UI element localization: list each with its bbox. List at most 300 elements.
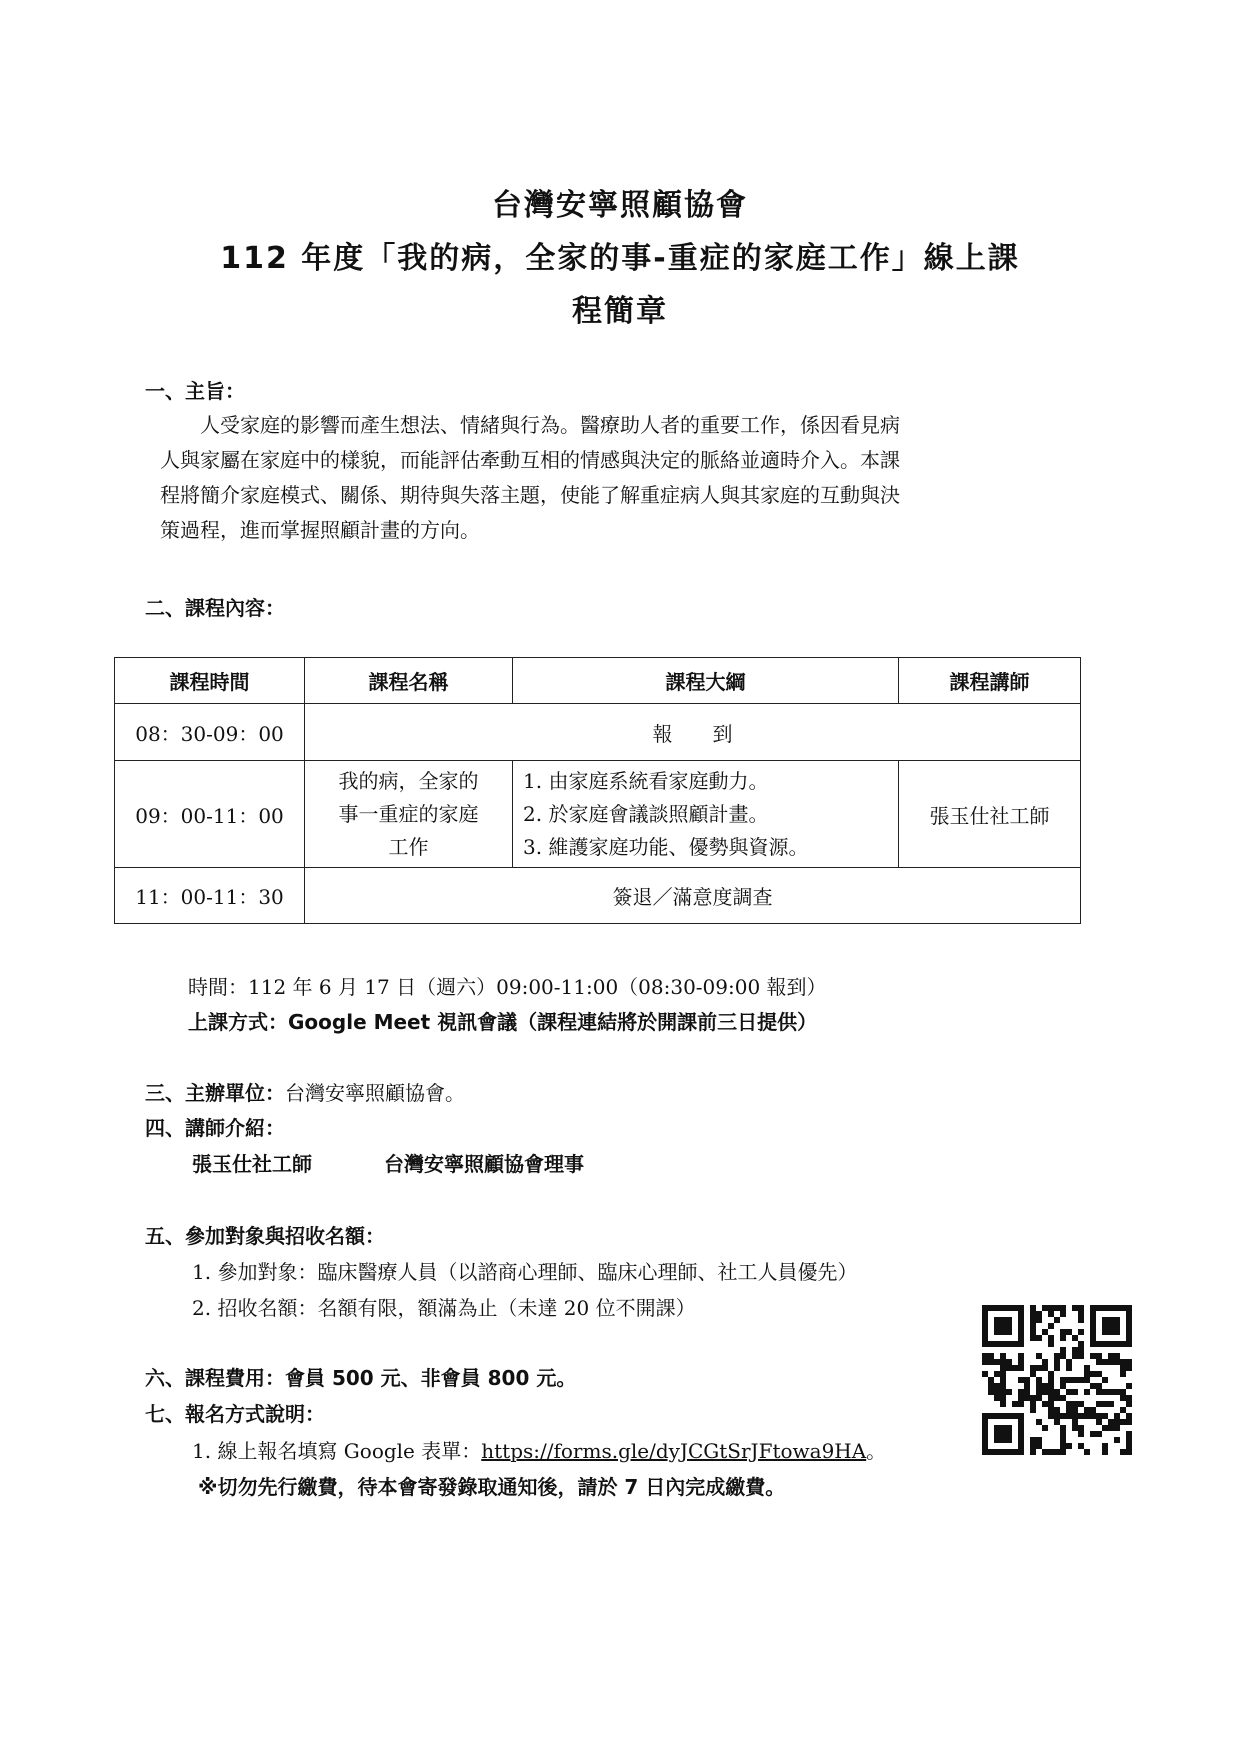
qr-module — [1000, 1395, 1006, 1401]
qr-module — [1018, 1311, 1024, 1317]
course-name-line: 事一重症的家庭 — [338, 801, 479, 826]
qr-module — [982, 1359, 988, 1365]
qr-module — [1084, 1371, 1090, 1377]
qr-module — [994, 1341, 1000, 1347]
qr-module — [1114, 1323, 1120, 1329]
qr-module — [1000, 1359, 1006, 1365]
qr-module — [1030, 1407, 1036, 1413]
qr-module — [1006, 1431, 1012, 1437]
qr-module — [1060, 1305, 1066, 1311]
qr-module — [1060, 1425, 1066, 1431]
qr-module — [1000, 1389, 1006, 1395]
qr-module — [1126, 1305, 1132, 1311]
qr-module — [1096, 1419, 1102, 1425]
course-title-cont: 程簡章 — [572, 294, 668, 329]
row3-time: 11：00-11：30 — [115, 868, 305, 924]
course-method-line: 上課方式：Google Meet 視訊會議（課程連結將於開課前三日提供） — [188, 1010, 818, 1034]
qr-module — [1042, 1401, 1048, 1407]
qr-module — [1072, 1377, 1078, 1383]
qr-module — [1102, 1389, 1108, 1395]
qr-module — [1048, 1323, 1054, 1329]
qr-module — [1036, 1419, 1042, 1425]
qr-module — [982, 1335, 988, 1341]
qr-module — [1018, 1431, 1024, 1437]
qr-module — [1048, 1305, 1054, 1311]
qr-module — [982, 1419, 988, 1425]
qr-module — [1126, 1395, 1132, 1401]
qr-module — [1114, 1437, 1120, 1443]
qr-module — [1102, 1341, 1108, 1347]
qr-module — [1072, 1425, 1078, 1431]
qr-module — [1048, 1311, 1054, 1317]
qr-module — [1006, 1365, 1012, 1371]
qr-module — [1030, 1395, 1036, 1401]
qr-module — [982, 1371, 988, 1377]
qr-module — [1000, 1353, 1006, 1359]
payment-note: ※切勿先行繳費，待本會寄發錄取通知後，請於 7 日內完成繳費。 — [198, 1475, 786, 1499]
qr-module — [1096, 1353, 1102, 1359]
qr-module — [1060, 1353, 1066, 1359]
qr-module — [1054, 1353, 1060, 1359]
qr-module — [1030, 1401, 1036, 1407]
qr-module — [1102, 1449, 1108, 1455]
qr-module — [1036, 1383, 1042, 1389]
qr-module — [1054, 1317, 1060, 1323]
qr-module — [1114, 1305, 1120, 1311]
qr-module — [1018, 1305, 1024, 1311]
qr-module — [1042, 1365, 1048, 1371]
qr-module — [1060, 1413, 1066, 1419]
qr-module — [1018, 1329, 1024, 1335]
qr-module — [1000, 1329, 1006, 1335]
qr-module — [1102, 1377, 1108, 1383]
qr-module — [1078, 1401, 1084, 1407]
qr-module — [1120, 1305, 1126, 1311]
qr-module — [1090, 1431, 1096, 1437]
qr-module — [1018, 1425, 1024, 1431]
qr-module — [982, 1437, 988, 1443]
qr-module — [1066, 1389, 1072, 1395]
qr-module — [1036, 1353, 1042, 1359]
qr-module — [1096, 1371, 1102, 1377]
qr-module — [1012, 1341, 1018, 1347]
qr-module — [1000, 1401, 1006, 1407]
qr-module — [1018, 1401, 1024, 1407]
qr-module — [1048, 1449, 1054, 1455]
course-table — [114, 657, 1081, 924]
qr-module — [988, 1383, 994, 1389]
section7-heading: 七、報名方式說明： — [145, 1402, 325, 1426]
qr-module — [1126, 1323, 1132, 1329]
qr-module — [1006, 1305, 1012, 1311]
qr-code-icon[interactable] — [982, 1305, 1132, 1455]
qr-module — [994, 1389, 1000, 1395]
qr-module — [1072, 1389, 1078, 1395]
table-row — [115, 704, 1081, 761]
qr-module — [1006, 1437, 1012, 1443]
qr-module — [1078, 1317, 1084, 1323]
qr-module — [1126, 1335, 1132, 1341]
qr-module — [1108, 1359, 1114, 1365]
qr-module — [1006, 1341, 1012, 1347]
qr-module — [1078, 1329, 1084, 1335]
qr-module — [982, 1413, 988, 1419]
qr-module — [1120, 1365, 1126, 1371]
qr-module — [1048, 1377, 1054, 1383]
qr-module — [1066, 1365, 1072, 1371]
table-row — [115, 761, 1081, 868]
qr-module — [1084, 1365, 1090, 1371]
qr-module — [1102, 1359, 1108, 1365]
qr-module — [1108, 1305, 1114, 1311]
qr-module — [1018, 1377, 1024, 1383]
outline-item: 3. 維護家庭功能、優勢與資源。 — [523, 834, 809, 859]
qr-module — [1120, 1449, 1126, 1455]
header-instructor: 課程講師 — [899, 658, 1081, 704]
instructor-title: 台灣安寧照顧協會理事 — [384, 1152, 584, 1176]
qr-module — [1096, 1401, 1102, 1407]
qr-module — [1090, 1353, 1096, 1359]
qr-module — [982, 1329, 988, 1335]
section3-heading: 三、主辦單位： — [145, 1081, 285, 1105]
qr-module — [1078, 1353, 1084, 1359]
qr-module — [1060, 1311, 1066, 1317]
item1-suffix: 。 — [866, 1439, 887, 1463]
qr-module — [982, 1323, 988, 1329]
qr-module — [1000, 1431, 1006, 1437]
qr-module — [994, 1323, 1000, 1329]
qr-module — [1126, 1311, 1132, 1317]
qr-module — [1066, 1377, 1072, 1383]
qr-module — [1054, 1389, 1060, 1395]
qr-module — [1054, 1359, 1060, 1365]
qr-module — [1060, 1449, 1066, 1455]
qr-module — [1006, 1317, 1012, 1323]
qr-module — [1000, 1323, 1006, 1329]
qr-code-graphic — [982, 1305, 1132, 1455]
section1-paragraph — [160, 408, 1070, 548]
qr-module — [1030, 1323, 1036, 1329]
section5-item1: 1. 參加對象：臨床醫療人員（以諮商心理師、臨床心理師、社工人員優先） — [192, 1260, 858, 1284]
qr-module — [1060, 1383, 1066, 1389]
qr-module — [1030, 1311, 1036, 1317]
qr-module — [1054, 1449, 1060, 1455]
qr-module — [1102, 1317, 1108, 1323]
section1-heading: 一、主旨： — [145, 379, 245, 403]
qr-module — [1036, 1389, 1042, 1395]
qr-module — [1114, 1413, 1120, 1419]
qr-module — [1060, 1437, 1066, 1443]
qr-module — [1018, 1323, 1024, 1329]
qr-module — [1000, 1425, 1006, 1431]
qr-module — [1102, 1401, 1108, 1407]
qr-module — [982, 1311, 988, 1317]
qr-module — [1048, 1341, 1054, 1347]
qr-module — [1036, 1377, 1042, 1383]
qr-module — [1012, 1413, 1018, 1419]
qr-module — [1048, 1413, 1054, 1419]
qr-module — [1048, 1407, 1054, 1413]
qr-module — [1000, 1449, 1006, 1455]
outline-item: 1. 由家庭系統看家庭動力。 — [523, 768, 769, 793]
qr-module — [1024, 1383, 1030, 1389]
qr-module — [1096, 1341, 1102, 1347]
qr-module — [1042, 1389, 1048, 1395]
qr-module — [1078, 1341, 1084, 1347]
qr-module — [982, 1317, 988, 1323]
qr-module — [1114, 1329, 1120, 1335]
qr-module — [988, 1353, 994, 1359]
qr-module — [1048, 1371, 1054, 1377]
qr-module — [1006, 1449, 1012, 1455]
qr-module — [1000, 1383, 1006, 1389]
row2-time: 09：00-11：00 — [115, 761, 305, 868]
qr-module — [1042, 1359, 1048, 1365]
qr-module — [1048, 1389, 1054, 1395]
qr-module — [1060, 1329, 1066, 1335]
table-row — [115, 868, 1081, 924]
qr-module — [1066, 1329, 1072, 1335]
section4-heading: 四、講師介紹： — [145, 1116, 285, 1140]
qr-module — [1090, 1311, 1096, 1317]
qr-module — [1108, 1389, 1114, 1395]
qr-module — [1060, 1431, 1066, 1437]
qr-module — [982, 1425, 988, 1431]
qr-module — [1030, 1449, 1036, 1455]
outline-item: 2. 於家庭會議談照顧計畫。 — [523, 801, 769, 826]
course-name-line: 我的病，全家的 — [338, 768, 479, 793]
qr-module — [988, 1389, 994, 1395]
qr-module — [1096, 1383, 1102, 1389]
qr-module — [982, 1443, 988, 1449]
qr-module — [982, 1431, 988, 1437]
section2-heading: 二、課程內容： — [145, 596, 285, 620]
qr-module — [1006, 1359, 1012, 1365]
qr-module — [1030, 1305, 1036, 1311]
instructor-name: 張玉仕社工師 — [192, 1152, 312, 1176]
qr-module — [1060, 1443, 1066, 1449]
qr-module — [1018, 1359, 1024, 1365]
qr-module — [1030, 1371, 1036, 1377]
qr-module — [1102, 1425, 1108, 1431]
row3-content: 簽退／滿意度調查 — [305, 868, 1081, 924]
qr-module — [1126, 1341, 1132, 1347]
section3 — [145, 1077, 465, 1106]
qr-module — [1048, 1401, 1054, 1407]
qr-module — [1060, 1347, 1066, 1353]
qr-module — [1006, 1389, 1012, 1395]
qr-module — [1114, 1317, 1120, 1323]
qr-module — [1120, 1341, 1126, 1347]
qr-module — [1090, 1323, 1096, 1329]
qr-module — [1072, 1353, 1078, 1359]
qr-module — [994, 1305, 1000, 1311]
qr-module — [1120, 1371, 1126, 1377]
qr-module — [1114, 1419, 1120, 1425]
qr-module — [1108, 1317, 1114, 1323]
qr-module — [1120, 1407, 1126, 1413]
header-outline: 課程大綱 — [513, 658, 899, 704]
qr-module — [1042, 1305, 1048, 1311]
qr-module — [1000, 1341, 1006, 1347]
qr-module — [1108, 1425, 1114, 1431]
qr-module — [1006, 1323, 1012, 1329]
qr-module — [1078, 1377, 1084, 1383]
qr-module — [988, 1377, 994, 1383]
qr-module — [1000, 1377, 1006, 1383]
qr-module — [1048, 1395, 1054, 1401]
qr-module — [1054, 1419, 1060, 1425]
qr-module — [1030, 1443, 1036, 1449]
qr-module — [988, 1305, 994, 1311]
qr-module — [1108, 1329, 1114, 1335]
qr-module — [1018, 1335, 1024, 1341]
qr-module — [1090, 1335, 1096, 1341]
course-name-line: 工作 — [388, 834, 429, 859]
qr-module — [1126, 1401, 1132, 1407]
qr-module — [1102, 1323, 1108, 1329]
section1-line: 人受家庭的影響而產生想法、情緒與行為。醫療助人者的重要工作，係因看見病 — [160, 413, 900, 437]
qr-module — [1096, 1359, 1102, 1365]
qr-module — [1018, 1341, 1024, 1347]
qr-module — [1072, 1347, 1078, 1353]
item1-prefix: 1. 線上報名填寫 Google 表單： — [192, 1439, 482, 1463]
qr-module — [994, 1449, 1000, 1455]
qr-module — [1030, 1437, 1036, 1443]
qr-module — [1078, 1425, 1084, 1431]
qr-module — [1018, 1419, 1024, 1425]
table-header-row — [115, 658, 1081, 704]
qr-module — [1120, 1395, 1126, 1401]
qr-module — [1084, 1377, 1090, 1383]
qr-module — [1054, 1395, 1060, 1401]
qr-module — [1090, 1383, 1096, 1389]
qr-module — [1126, 1437, 1132, 1443]
qr-module — [1126, 1443, 1132, 1449]
qr-module — [1018, 1395, 1024, 1401]
qr-module — [1036, 1395, 1042, 1401]
qr-module — [1078, 1305, 1084, 1311]
org-title: 台灣安寧照顧協會 — [492, 188, 748, 223]
qr-module — [1036, 1443, 1042, 1449]
header-time: 課程時間 — [115, 658, 305, 704]
qr-module — [1006, 1413, 1012, 1419]
qr-module — [1024, 1389, 1030, 1395]
qr-module — [982, 1353, 988, 1359]
qr-module — [1102, 1443, 1108, 1449]
row1-time: 08：30-09：00 — [115, 704, 305, 761]
qr-module — [988, 1341, 994, 1347]
qr-module — [1012, 1365, 1018, 1371]
qr-module — [1102, 1413, 1108, 1419]
qr-module — [1048, 1383, 1054, 1389]
qr-module — [1114, 1353, 1120, 1359]
qr-module — [1000, 1413, 1006, 1419]
section7-item1 — [192, 1435, 886, 1464]
qr-module — [1120, 1419, 1126, 1425]
qr-module — [1024, 1395, 1030, 1401]
qr-module — [1078, 1413, 1084, 1419]
qr-module — [1000, 1365, 1006, 1371]
qr-module — [1066, 1443, 1072, 1449]
qr-module — [988, 1359, 994, 1365]
qr-module — [1030, 1365, 1036, 1371]
section1-line: 人與家屬在家庭中的樣貌，而能評估牽動互相的情感與決定的脈絡並適時介入。本課 — [160, 448, 900, 472]
registration-link[interactable]: https://forms.gle/dyJCGtSrJFtowa9HA — [481, 1439, 867, 1463]
qr-module — [1114, 1359, 1120, 1365]
qr-module — [1108, 1419, 1114, 1425]
qr-module — [1102, 1305, 1108, 1311]
qr-module — [1078, 1311, 1084, 1317]
qr-module — [1108, 1401, 1114, 1407]
qr-module — [1054, 1305, 1060, 1311]
qr-module — [1120, 1389, 1126, 1395]
qr-module — [1036, 1317, 1042, 1323]
qr-module — [994, 1431, 1000, 1437]
qr-module — [1090, 1413, 1096, 1419]
qr-module — [994, 1413, 1000, 1419]
qr-module — [1126, 1317, 1132, 1323]
qr-module — [1126, 1329, 1132, 1335]
qr-module — [1126, 1413, 1132, 1419]
qr-module — [1018, 1437, 1024, 1443]
section1-line: 程將簡介家庭模式、關係、期待與失落主題，使能了解重症病人與其家庭的互動與決 — [160, 483, 900, 507]
qr-module — [1060, 1377, 1066, 1383]
qr-module — [1126, 1383, 1132, 1389]
qr-module — [1072, 1335, 1078, 1341]
qr-module — [1006, 1329, 1012, 1335]
section6: 六、課程費用：會員 500 元、非會員 800 元。 — [145, 1366, 577, 1390]
qr-module — [1018, 1365, 1024, 1371]
qr-module — [1018, 1317, 1024, 1323]
qr-module — [1072, 1407, 1078, 1413]
qr-module — [1090, 1407, 1096, 1413]
qr-module — [1096, 1413, 1102, 1419]
qr-module — [1018, 1413, 1024, 1419]
qr-module — [1072, 1413, 1078, 1419]
qr-module — [1084, 1449, 1090, 1455]
qr-module — [982, 1449, 988, 1455]
qr-module — [1090, 1341, 1096, 1347]
qr-module — [1000, 1317, 1006, 1323]
qr-module — [1126, 1431, 1132, 1437]
qr-module — [1066, 1413, 1072, 1419]
qr-module — [988, 1449, 994, 1455]
qr-module — [1042, 1329, 1048, 1335]
qr-module — [1096, 1389, 1102, 1395]
qr-module — [1090, 1371, 1096, 1377]
qr-module — [1054, 1413, 1060, 1419]
qr-module — [1036, 1311, 1042, 1317]
section5-heading: 五、參加對象與招收名額： — [145, 1224, 385, 1248]
qr-module — [1108, 1323, 1114, 1329]
qr-module — [1012, 1401, 1018, 1407]
qr-module — [1120, 1359, 1126, 1365]
qr-module — [1126, 1419, 1132, 1425]
qr-module — [1018, 1353, 1024, 1359]
qr-module — [1000, 1305, 1006, 1311]
qr-module — [994, 1317, 1000, 1323]
qr-module — [1048, 1335, 1054, 1341]
qr-module — [1078, 1431, 1084, 1437]
qr-module — [1090, 1329, 1096, 1335]
header-name: 課程名稱 — [305, 658, 513, 704]
qr-module — [1078, 1347, 1084, 1353]
qr-module — [1084, 1389, 1090, 1395]
row2-outline — [513, 761, 899, 868]
qr-module — [1084, 1413, 1090, 1419]
qr-module — [1096, 1431, 1102, 1437]
